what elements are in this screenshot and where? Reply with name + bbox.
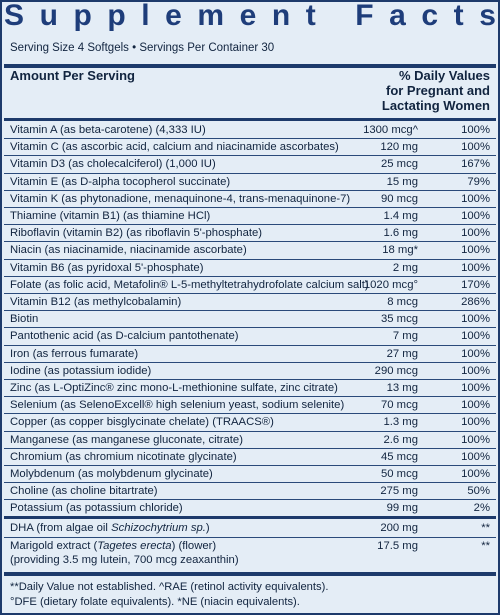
nutrient-daily-value: 2% xyxy=(473,502,490,515)
title-letter: t xyxy=(305,0,316,32)
title-letter: m xyxy=(197,0,225,32)
title-letter: S xyxy=(4,0,25,32)
dha-dv: ** xyxy=(481,522,490,534)
nutrient-row xyxy=(4,500,496,517)
nutrient-row xyxy=(4,139,496,156)
nutrient-row xyxy=(4,397,496,414)
nutrient-daily-value: 100% xyxy=(461,244,490,257)
nutrient-amount: 8 mcg xyxy=(387,296,418,308)
nutrient-amount: 50 mcg xyxy=(380,468,418,480)
marigold-dv: ** xyxy=(481,540,490,552)
nutrient-amount: 35 mcg xyxy=(380,313,418,326)
nutrient-name: Vitamin C (as ascorbic acid, calcium and niacinamide ascorbates) xyxy=(10,141,339,154)
thick-rule-bottom xyxy=(4,572,496,576)
nutrient-daily-value: 100% xyxy=(461,192,490,205)
nutrient-row xyxy=(4,191,496,208)
nutrient-row xyxy=(4,432,496,449)
nutrient-amount: 1020 mcg° xyxy=(363,278,418,291)
nutrient-daily-value: 170% xyxy=(461,278,490,291)
nutrient-daily-value: 100% xyxy=(461,450,490,463)
nutrient-name: Thiamine (vitamin B1) (as thiamine HCl) xyxy=(10,210,211,222)
nutrient-row xyxy=(4,466,496,483)
nutrient-row xyxy=(4,260,496,277)
serving-info: Serving Size 4 Softgels • Servings Per Container 30 xyxy=(10,42,275,54)
title-letter: l xyxy=(141,0,150,32)
footnote xyxy=(10,580,328,609)
nutrient-amount: 18 mg* xyxy=(382,244,418,257)
nutrient-name: Vitamin E (as D-alpha tocopherol succinate) xyxy=(10,175,231,188)
nutrient-name: Copper (as copper bisglycinate chelate) (TRAACS®) xyxy=(10,416,274,429)
amount-per-serving-header: Amount Per Serving xyxy=(10,68,135,83)
dha-name: DHA (from algae oil Schizochytrium sp.) xyxy=(10,522,210,534)
nutrient-amount: 70 mcg xyxy=(380,399,418,412)
nutrient-name: Chromium (as chromium nicotinate glycinate) xyxy=(10,450,237,463)
nutrient-daily-value: 100% xyxy=(461,364,490,377)
nutrient-row xyxy=(4,242,496,259)
title-letter: s xyxy=(479,0,496,32)
nutrient-row xyxy=(4,449,496,466)
dha-row xyxy=(4,521,496,538)
nutrient-daily-value: 100% xyxy=(461,141,490,154)
nutrient-name: Niacin (as niacinamide, niacinamide ascorbate) xyxy=(10,244,247,257)
nutrient-amount: 275 mg xyxy=(380,485,418,498)
title-letter: F xyxy=(355,0,374,32)
nutrient-row xyxy=(4,277,496,294)
nutrient-name: Zinc (as L-OptiZinc® zinc mono-L-methionine sulfate, zinc citrate) xyxy=(10,382,338,394)
nutrient-name: Molybdenum (as molybdenum glycinate) xyxy=(10,468,213,480)
title-letter: n xyxy=(271,0,291,32)
nutrient-amount: 7 mg xyxy=(392,330,418,343)
nutrient-name: Vitamin A (as beta-carotene) (4,333 IU) xyxy=(10,124,206,136)
nutrient-name: Vitamin B6 (as pyridoxal 5'-phosphate) xyxy=(10,261,204,274)
nutrient-row xyxy=(4,483,496,500)
nutrient-row xyxy=(4,311,496,328)
title-letter: e xyxy=(165,0,182,32)
nutrient-name: Vitamin B12 (as methylcobalamin) xyxy=(10,296,182,308)
nutrient-amount: 15 mg xyxy=(386,175,418,188)
nutrient-name: Biotin xyxy=(10,313,39,326)
nutrient-name: Choline (as choline bitartrate) xyxy=(10,485,158,498)
nutrient-amount: 45 mcg xyxy=(380,450,418,463)
footnote-line: °DFE (dietary folate equivalents). *NE (niacin equivalents). xyxy=(10,595,300,608)
nutrient-daily-value: 100% xyxy=(461,313,490,326)
nutrient-row xyxy=(4,380,496,397)
marigold-row xyxy=(4,539,496,569)
nutrient-daily-value: 100% xyxy=(461,330,490,343)
nutrient-amount: 1300 mcg^ xyxy=(363,124,418,136)
nutrient-daily-value: 79% xyxy=(467,175,490,188)
nutrient-daily-value: 286% xyxy=(461,296,490,308)
title-letter: t xyxy=(453,0,464,32)
nutrient-name: Vitamin D3 (as cholecalciferol) (1,000 IU) xyxy=(10,158,216,171)
nutrient-row xyxy=(4,328,496,345)
nutrient-amount: 99 mg xyxy=(386,502,418,515)
nutrient-amount: 1.4 mg xyxy=(383,210,418,222)
nutrient-amount: 1.3 mg xyxy=(383,416,418,429)
nutrient-amount: 25 mcg xyxy=(380,158,418,171)
nutrient-name: Pantothenic acid (as D-calcium pantothenate) xyxy=(10,330,239,343)
nutrient-name: Iron (as ferrous fumarate) xyxy=(10,347,139,360)
nutrient-daily-value: 100% xyxy=(461,227,490,240)
dv-header-line: Lactating Women xyxy=(381,98,490,113)
nutrient-amount: 2 mg xyxy=(392,261,418,274)
nutrient-daily-value: 100% xyxy=(461,433,490,446)
nutrient-row xyxy=(4,225,496,242)
title-letter: p xyxy=(73,0,92,32)
nutrient-daily-value: 100% xyxy=(461,124,490,136)
nutrient-daily-value: 100% xyxy=(461,399,490,412)
nutrient-daily-value: 50% xyxy=(467,485,490,498)
dha-amount: 200 mg xyxy=(380,522,418,534)
marigold-amount: 17.5 mg xyxy=(377,540,418,552)
nutrient-amount: 13 mg xyxy=(386,382,418,394)
nutrient-row xyxy=(4,363,496,380)
dv-header-line: for Pregnant and xyxy=(385,83,490,98)
nutrient-name: Selenium (as SelenoExcell® high selenium yeast, sodium selenite) xyxy=(10,399,345,412)
nutrient-name: Vitamin K (as phytonadione, menaquinone-4, trans-menaquinone-7) xyxy=(10,192,351,205)
dv-header-line: % Daily Values xyxy=(398,68,490,83)
nutrient-row xyxy=(4,414,496,431)
footnote-line: **Daily Value not established. ^RAE (retinol activity equivalents). xyxy=(10,581,329,593)
title-letter: u xyxy=(39,0,58,32)
nutrient-daily-value: 100% xyxy=(461,347,490,360)
nutrient-amount: 27 mg xyxy=(386,347,418,360)
nutrient-daily-value: 100% xyxy=(461,416,490,429)
nutrient-daily-value: 100% xyxy=(461,261,490,274)
title-letter: e xyxy=(239,0,257,32)
nutrient-daily-value: 167% xyxy=(461,158,490,171)
nutrient-row xyxy=(4,156,496,173)
nutrient-name: Riboflavin (vitamin B2) (as riboflavin 5'-phosphate) xyxy=(10,227,263,240)
nutrient-name: Potassium (as potassium chloride) xyxy=(10,502,183,515)
thick-rule-dha xyxy=(4,516,496,519)
thick-rule-header xyxy=(4,118,496,121)
nutrient-amount: 290 mcg xyxy=(374,364,418,377)
nutrient-amount: 1.6 mg xyxy=(383,227,418,240)
nutrient-name: Iodine (as potassium iodide) xyxy=(10,364,152,377)
panel-title xyxy=(4,0,496,33)
nutrient-daily-value: 100% xyxy=(461,382,490,394)
title-letter: a xyxy=(389,0,406,32)
nutrient-daily-value: 100% xyxy=(461,210,490,222)
marigold-name: Marigold extract (Tagetes erecta) (flower) (providing 3.5 mg lutein, 700 mcg zeaxanthin) xyxy=(10,540,239,566)
nutrient-row xyxy=(4,346,496,363)
title-letter xyxy=(331,0,339,33)
nutrient-daily-value: 100% xyxy=(461,468,490,480)
nutrient-row xyxy=(4,294,496,311)
nutrient-row xyxy=(4,174,496,191)
daily-value-header xyxy=(382,68,490,113)
nutrient-amount: 2.6 mg xyxy=(383,433,418,446)
nutrient-amount: 90 mcg xyxy=(380,192,418,205)
nutrient-row xyxy=(4,208,496,225)
nutrient-name: Manganese (as manganese gluconate, citrate) xyxy=(10,433,243,446)
nutrient-amount: 120 mg xyxy=(380,141,418,154)
title-letter: p xyxy=(107,0,126,32)
title-letter: c xyxy=(421,0,439,32)
nutrient-row xyxy=(4,122,496,139)
nutrient-name: Folate (as folic acid, Metafolin® L-5-methyltetrahydrofolate calcium salt) xyxy=(10,278,369,291)
